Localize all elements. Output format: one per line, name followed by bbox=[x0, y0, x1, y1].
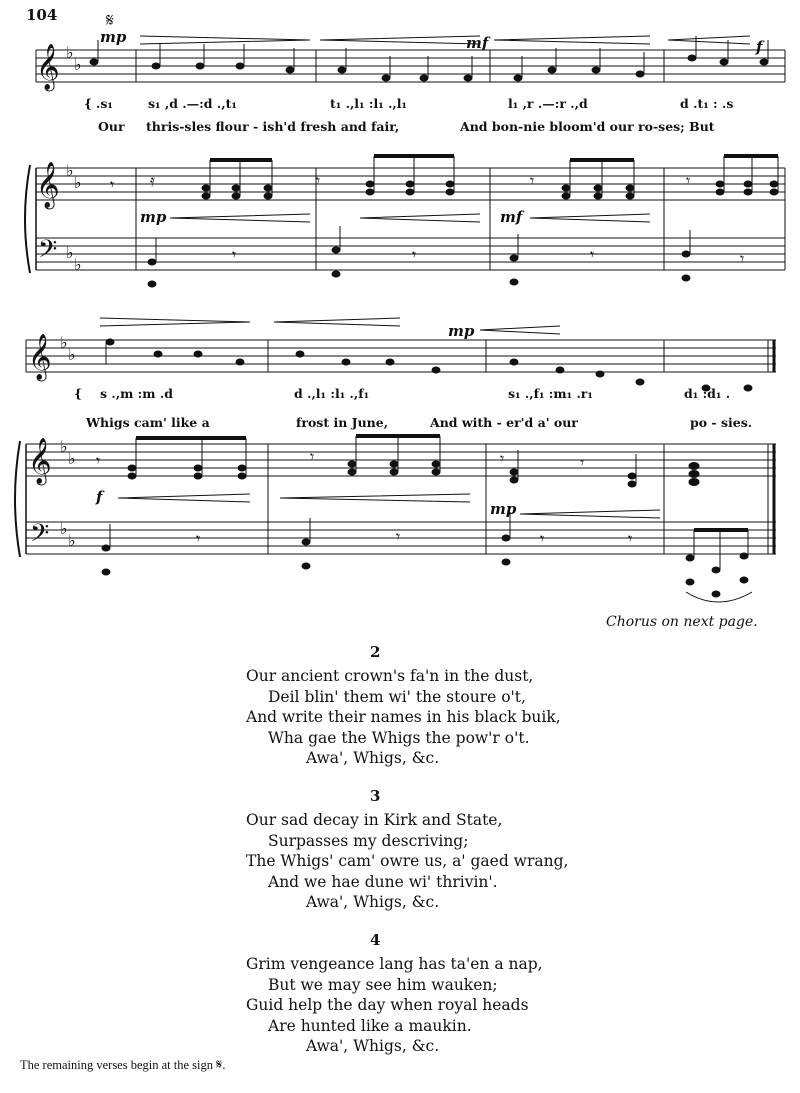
lyric-line: And with - er'd a' our bbox=[430, 415, 578, 430]
solfa-line: { bbox=[74, 386, 83, 401]
svg-text:𝄾: 𝄾 bbox=[500, 449, 505, 468]
svg-text:♭: ♭ bbox=[74, 255, 82, 274]
svg-text:♭: ♭ bbox=[60, 519, 68, 538]
svg-text:𝄾: 𝄾 bbox=[196, 529, 201, 548]
verse-3 bbox=[246, 787, 569, 913]
verse-number: 3 bbox=[370, 787, 381, 805]
svg-text:𝄾: 𝄾 bbox=[232, 245, 237, 264]
svg-text:♭: ♭ bbox=[68, 531, 76, 550]
verse-line: And we hae dune wi' thrivin'. bbox=[268, 872, 498, 891]
dynamic-marking: mp bbox=[140, 208, 167, 226]
lyric-line: po - sies. bbox=[690, 415, 753, 430]
lyric-line: frost in June, bbox=[296, 415, 389, 430]
verse-line: Wha gae the Whigs the pow'r o't. bbox=[268, 728, 530, 747]
solfa-line: d .t₁ : .s bbox=[680, 96, 734, 111]
svg-text:♭: ♭ bbox=[68, 449, 76, 468]
svg-text:𝄾: 𝄾 bbox=[540, 529, 545, 548]
piano-bass-staff-1 bbox=[36, 238, 785, 270]
footnote bbox=[20, 1058, 226, 1074]
verse-refrain: Awa', Whigs, &c. bbox=[306, 1037, 440, 1055]
solfa-line: d .,l₁ :l₁ .,f₁ bbox=[294, 386, 370, 401]
verse-line: Grim vengeance lang has ta'en a nap, bbox=[246, 955, 543, 973]
treble-clef-icon: 𝄞 bbox=[36, 162, 60, 208]
verse-line: Surpasses my descriving; bbox=[268, 831, 469, 850]
svg-text:𝄾: 𝄾 bbox=[580, 453, 585, 472]
footnote-text: The remaining verses begin at the sign bbox=[20, 1058, 213, 1072]
svg-text:𝄾: 𝄾 bbox=[530, 171, 535, 190]
verse-refrain: Awa', Whigs, &c. bbox=[306, 893, 440, 911]
verse-line: The Whigs' cam' owre us, a' gaed wrang, bbox=[246, 852, 569, 870]
dynamic-marking: mp bbox=[100, 28, 127, 46]
verse-line: Are hunted like a maukin. bbox=[268, 1016, 472, 1035]
svg-text:♭: ♭ bbox=[68, 345, 76, 364]
chorus-note: Chorus on next page. bbox=[606, 614, 758, 630]
verse-line: Our sad decay in Kirk and State, bbox=[246, 811, 503, 829]
svg-text:♭: ♭ bbox=[60, 437, 68, 456]
svg-text:𝄾: 𝄾 bbox=[412, 245, 417, 264]
svg-text:𝄾: 𝄾 bbox=[396, 527, 401, 546]
treble-clef-icon: 𝄞 bbox=[28, 334, 52, 380]
dynamic-marking: mf bbox=[500, 208, 523, 226]
svg-text:𝄾: 𝄾 bbox=[96, 451, 101, 470]
svg-text:♭: ♭ bbox=[74, 55, 82, 74]
svg-text:𝄾: 𝄾 bbox=[740, 249, 745, 268]
dynamic-marking: f bbox=[96, 488, 103, 506]
verse-refrain: Awa', Whigs, &c. bbox=[306, 749, 440, 767]
vocal-staff-1 bbox=[36, 50, 785, 82]
vocal-notes-2 bbox=[106, 339, 752, 391]
piano-chords-2 bbox=[102, 436, 752, 602]
solfa-line: s₁ ,d .—:d .,t₁ bbox=[148, 96, 237, 111]
lyric-line: Our bbox=[98, 119, 125, 134]
segno-sign: 𝄋 bbox=[106, 10, 114, 31]
solfa-line: .s₁ bbox=[96, 96, 113, 111]
treble-clef-icon: 𝄞 bbox=[28, 438, 52, 484]
svg-text:𝄾: 𝄾 bbox=[316, 171, 321, 190]
dynamic-marking: mf bbox=[466, 34, 489, 52]
svg-text:𝄾: 𝄾 bbox=[110, 175, 115, 194]
segno-sign: 𝄋. bbox=[216, 1058, 226, 1073]
svg-text:♭: ♭ bbox=[74, 173, 82, 192]
verse-number: 4 bbox=[370, 931, 381, 949]
svg-text:♭: ♭ bbox=[66, 243, 74, 262]
rests bbox=[96, 171, 744, 548]
lyric-line: Whigs cam' like a bbox=[86, 415, 210, 430]
lyric-line: thris-sles flour - ish'd fresh and fair, bbox=[146, 119, 400, 134]
page-number: 104 bbox=[26, 6, 58, 24]
solfa-line: d₁ :d₁ . bbox=[684, 386, 731, 401]
svg-text:𝄾: 𝄾 bbox=[686, 171, 691, 190]
solfa-line: { bbox=[84, 96, 93, 111]
solfa-line: l₁ ,r .—:r .,d bbox=[508, 96, 588, 111]
svg-text:♭: ♭ bbox=[66, 161, 74, 180]
solfa-line: s₁ .,f₁ :m₁ .r₁ bbox=[508, 386, 593, 401]
verse-line: Guid help the day when royal heads bbox=[246, 996, 529, 1014]
verse-number: 2 bbox=[370, 643, 381, 661]
solfa-line: s .,m :m .d bbox=[100, 386, 173, 401]
verse-line: Our ancient crown's fa'n in the dust, bbox=[246, 667, 534, 685]
svg-text:♭: ♭ bbox=[66, 43, 74, 62]
lyric-line: And bon-nie bloom'd our ro-ses; But bbox=[460, 119, 715, 134]
svg-text:♭: ♭ bbox=[60, 333, 68, 352]
svg-text:𝄾: 𝄾 bbox=[590, 245, 595, 264]
verse-line: And write their names in his black buik, bbox=[246, 708, 561, 726]
dynamic-marking: mp bbox=[448, 322, 475, 340]
verse-2 bbox=[246, 643, 561, 769]
verse-4 bbox=[246, 931, 543, 1057]
verse-line: Deil blin' them wi' the stoure o't, bbox=[268, 687, 526, 706]
svg-text:𝄾: 𝄾 bbox=[628, 529, 633, 548]
verse-line: But we may see him wauken; bbox=[268, 975, 498, 994]
treble-clef-icon: 𝄞 bbox=[36, 44, 60, 90]
key-signature-flat-icon bbox=[60, 43, 82, 550]
svg-text:𝄾: 𝄾 bbox=[310, 447, 315, 466]
bass-clef-icon: 𝄢 bbox=[38, 235, 58, 270]
dynamic-marking: mp bbox=[490, 500, 517, 518]
solfa-line: t₁ .,l₁ :l₁ .,l₁ bbox=[330, 96, 407, 111]
svg-text:𝄿: 𝄿 bbox=[150, 171, 155, 190]
dynamic-marking: f bbox=[756, 38, 763, 56]
bass-clef-icon: 𝄢 bbox=[30, 519, 50, 554]
